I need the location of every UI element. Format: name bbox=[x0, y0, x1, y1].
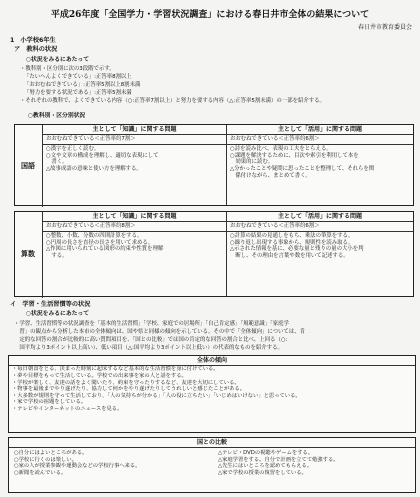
header-application: 主として「活用」に関する問題 bbox=[227, 125, 413, 135]
sansu-table bbox=[14, 211, 414, 297]
overall-trend-box bbox=[8, 355, 416, 433]
trend-item: ・テレビやインターネットのニュースを見る。 bbox=[12, 405, 123, 412]
subsection-heading-habits: イ 学習・生活習慣等の状況 bbox=[10, 301, 91, 308]
comparison-item: △先生にはいところを認めてもらえる。 bbox=[218, 463, 313, 470]
trend-item: ・毎日朝食をとる、決まった時刻に起床するなど基本的な生活習慣を身に付けている。 bbox=[12, 366, 219, 373]
result-item: ○課題を解決するために、目次や索引を利用して本を bbox=[230, 152, 359, 159]
intro-line: 「たいへんよくできている」:正答率8割以上 bbox=[24, 74, 132, 80]
result-item: する。 bbox=[46, 253, 68, 260]
level-cell: おおむねできている＜正答率約8割＞ bbox=[43, 222, 227, 232]
intro-line: ・教科別・区分別に次の3段階で示す。 bbox=[20, 66, 115, 72]
result-item: ○漢字を正しく読む。 bbox=[46, 146, 100, 152]
result-item: △分かったことや疑問に思ったことを整理して、それらを関 bbox=[230, 166, 375, 173]
header-knowledge: 主として「知識」に関する問題 bbox=[43, 212, 227, 222]
result-item: 書く。 bbox=[46, 159, 68, 166]
sansu-application-items bbox=[227, 232, 413, 296]
subject-name-kokugo: 国語 bbox=[21, 162, 35, 170]
intro-line: 「おおむねできている」:正答率5割以上8割未満 bbox=[24, 82, 141, 88]
result-item: ○詩を読み比べ、表現の工夫をとらえる。 bbox=[230, 146, 332, 152]
level-cell: おおむねできている＜正答率約6割＞ bbox=[227, 135, 413, 145]
result-item: 係付けながら、まとめて書く。 bbox=[230, 172, 311, 179]
section-heading: 1 小学校6年生 bbox=[10, 37, 56, 44]
table-heading: ○教科別・区分別状況 bbox=[28, 113, 86, 119]
header-knowledge: 主として「知識」に関する問題 bbox=[43, 125, 227, 135]
kokugo-table bbox=[14, 124, 414, 206]
trend-item: ・学校が楽しく、友達の話をよく聞いたり、約束を守ったりするなど、友達を大切にしている。 bbox=[12, 379, 240, 386]
subsection-heading-subjects: ア 教科の状況 bbox=[14, 46, 58, 53]
national-comparison-box bbox=[8, 437, 416, 493]
kokugo-knowledge-items bbox=[43, 145, 227, 205]
overall-trend-heading: 全体の傾向 bbox=[9, 356, 415, 366]
trend-item: ・大多数が規則を守って生活しており、「人の気持ちが分かる」「人の役に立ちたい」「いじめはいけない」と思っている。 bbox=[12, 392, 301, 399]
comparison-item: ○家の人が授業参観や運動会などの学校行事へ来る。 bbox=[14, 463, 141, 470]
result-item: ○整数、小数、分数の四則計算をする。 bbox=[46, 233, 143, 239]
comparison-item: △家で学校の授業の復習をしている。 bbox=[218, 469, 307, 476]
trend-item: ・物事を最後までやり遂げたり、協力して何かをやり遂げたりしてうれしいと感じたことがある。 bbox=[12, 386, 246, 393]
subject-name-sansu: 算数 bbox=[21, 250, 35, 258]
result-item: ○文や文章の構成を理解し、適切な表現にして bbox=[46, 152, 159, 159]
comparison-item: ○新聞を読んでいる。 bbox=[14, 469, 67, 476]
kokugo-application-items bbox=[227, 145, 413, 205]
result-item: ○円周の長さを直径の長さを用いて求める。 bbox=[46, 239, 154, 246]
level-cell: おおむねできている＜正答率約7割＞ bbox=[43, 135, 227, 145]
comparison-lower-column bbox=[215, 450, 339, 476]
comparison-heading: 国との比較 bbox=[9, 438, 415, 448]
level-cell: おおむねできている＜正答率約6割＞ bbox=[227, 222, 413, 232]
header-application: 主として「活用」に関する問題 bbox=[227, 212, 413, 222]
organization-name: 春日井市教育委員会 bbox=[357, 24, 412, 31]
sansu-knowledge-items bbox=[43, 232, 227, 296]
intro-line: ・それぞれの教科で、よくできている内容（○:正答率7割以上）と努力を要する内容（△:正答率5割未満）の一部を紹介する。 bbox=[20, 98, 325, 104]
trend-item: ・家で学校の宿題をしている。 bbox=[12, 399, 87, 406]
result-item: △作図に用いられている図形の約束や性質を理解 bbox=[46, 246, 164, 253]
result-item: 効果的に読む。 bbox=[230, 159, 274, 166]
intro2-line: 国平均より3ポイント以上高い）、低い項目（△:国平均より3ポイント以上低い）の代表的なものを紹介する。 bbox=[14, 345, 283, 351]
result-item: 断し、その理由を言葉や数を用いて記述する。 bbox=[230, 253, 349, 260]
trend-item: ・夢や目標をもって生活している。学校での出来事を家の人と話をする。 bbox=[12, 372, 187, 379]
comparison-higher-column bbox=[11, 450, 140, 476]
document-title: 平成26年度「全国学力・学習状況調査」における春日井市全体の結果について bbox=[50, 10, 370, 20]
intro-heading: ○状況をみるにあたって bbox=[26, 57, 90, 63]
comparison-item: △家庭学習をする。自分で計画を立てて勉強する。 bbox=[218, 456, 339, 463]
intro2-line: 習」の観点から分析した本市の全体傾向は、国や県と同様の傾向を示している。その中で「全体傾向」については、肯 bbox=[14, 329, 305, 335]
intro2-line: 定的な回答の割合が比較的に高い質問項目を、「国との比較」では国の肯定的な回答の割合と比べ、上回る（○: bbox=[14, 337, 288, 343]
comparison-item: ○学校に行くのは楽しい。 bbox=[14, 456, 77, 463]
result-item: △示された情報を基に、必要な量と残りの量の大小を判 bbox=[230, 246, 364, 253]
result-item: △故事成語の意味と使い方を理解する。 bbox=[46, 166, 142, 173]
result-item: ○計算の結果の見通しをもち、乗法の筆算をする。 bbox=[230, 233, 354, 239]
result-item: ○繰り返し出現する事象から、規則性を読み取る。 bbox=[230, 239, 354, 246]
intro-line: 「努力を要する状況である」:正答率5割未満 bbox=[24, 90, 132, 96]
intro-heading: ○状況をみるにあたって bbox=[26, 311, 90, 317]
comparison-item: ○自分にはよいところがある。 bbox=[14, 450, 88, 456]
intro2-line: ・学習、生活習慣等の状況調査を「基本的生活習慣」「学校、家庭での居場所」「自己肯定感」「規範意識」「家庭学 bbox=[14, 321, 289, 327]
comparison-item: △テレビ・DVDの視聴やゲームをする。 bbox=[218, 450, 314, 456]
